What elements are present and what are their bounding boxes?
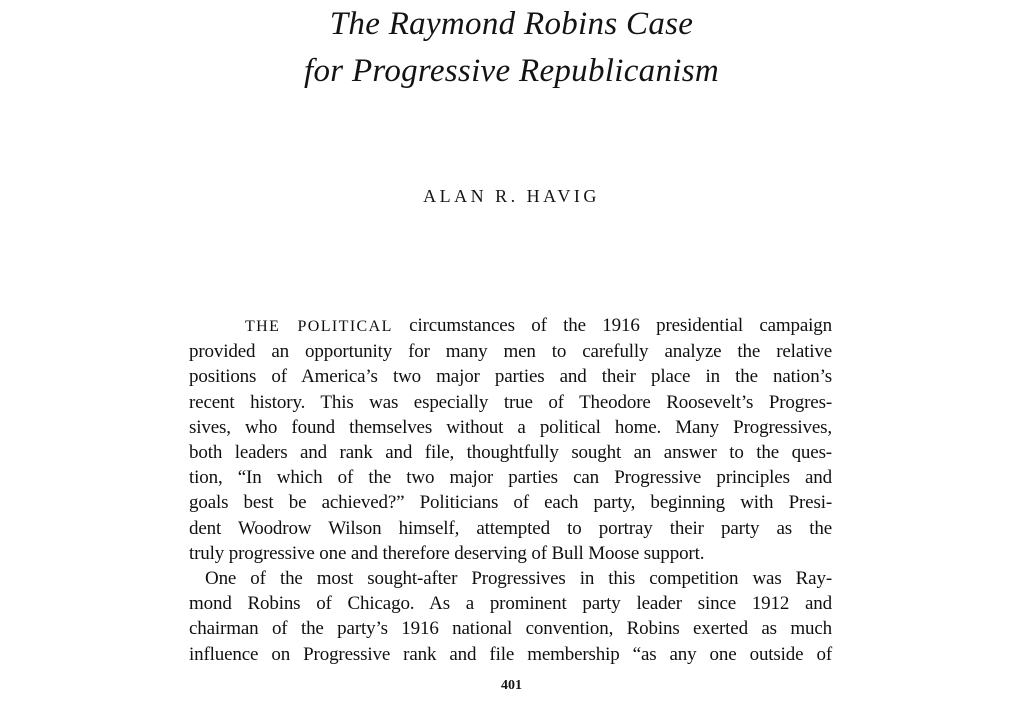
text-line: chairman of the party’s 1916 national convention, Robins exerted as much [189,618,832,640]
paragraph-1 [189,313,832,566]
text-line [189,313,832,339]
text-line: mond Robins of Chicago. As a prominent party leader since 1912 and [189,593,832,615]
article-title [0,1,1023,95]
text-line: One of the most sought-after Progressives in this competition was Ray- [205,568,832,590]
page-number: 401 [501,678,522,693]
text-segment: circumstances of the 1916 presidential campaign [409,315,832,336]
title-line-2: for Progressive Republicanism [303,53,720,89]
text-line: positions of America’s two major parties and their place in the nation’s [189,366,832,388]
text-line: recent history. This was especially true of Theodore Roosevelt’s Progres- [189,391,832,413]
lead-in-small-caps: THE POLITICAL [245,318,393,335]
text-line: tion, “In which of the two major parties can Progressive principles and [189,467,832,489]
text-line: influence on Progressive rank and file membership “as any one outside of [189,643,832,665]
text-line: sives, who found themselves without a political home. Many Progressives, [189,416,832,438]
text-line: dent Woodrow Wilson himself, attempted to portray their party as the [189,517,832,539]
text-line: goals best be achieved?” Politicians of each party, beginning with Presi- [189,492,832,514]
title-line-1: The Raymond Robins Case [329,6,694,42]
text-line: provided an opportunity for many men to carefully analyze the relative [189,341,832,363]
paragraph-2 [189,566,832,667]
text-line: truly progressive one and therefore deserving of Bull Moose support. [189,542,705,564]
author-name: ALAN R. HAVIG [423,186,600,206]
text-line: both leaders and rank and file, thoughtfully sought an answer to the ques- [189,442,832,464]
article-body [189,313,832,667]
